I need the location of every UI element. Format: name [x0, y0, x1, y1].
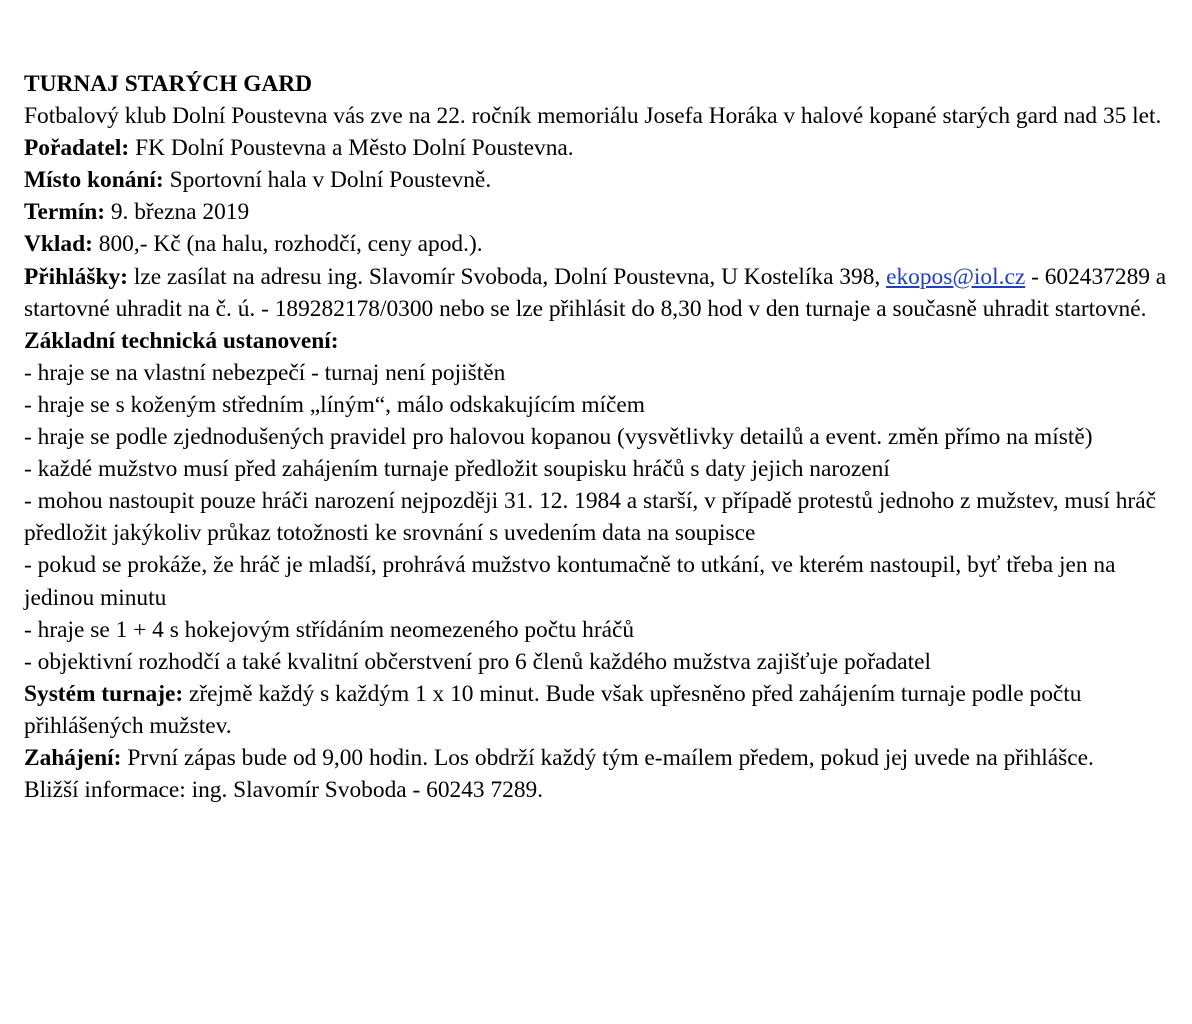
rule-item: - hraje se podle zjednodušených pravidel pro halovou kopanou (vysvětlivky detailů a event. změn přímo na místě) — [24, 424, 1093, 451]
rule-item: - hraje se s koženým středním „líným“, málo odskakujícím míčem — [24, 391, 645, 418]
organizer-line — [24, 132, 1184, 164]
date-line — [24, 196, 1184, 228]
opening-paragraph — [24, 742, 1184, 774]
fee-line — [24, 228, 1184, 260]
rule-item: - mohou nastoupit pouze hráči narození nejpozději 31. 12. 1984 a starší, v případě protestů jednoho z mužstev, musí hráč předložit jakýkoliv průkaz totožnosti ke srovnání s uvedením data na soupisce — [24, 488, 1156, 547]
system-paragraph — [24, 678, 1184, 742]
rule-item: - hraje se na vlastní nebezpečí - turnaj není pojištěn — [24, 359, 506, 386]
registration-label: Přihlášky: — [24, 263, 128, 290]
fee-value: 800,- Kč (na halu, rozhodčí, ceny apod.). — [92, 231, 483, 258]
document — [24, 68, 1184, 806]
email-link[interactable]: ekopos@iol.cz — [886, 263, 1026, 290]
opening-value: První zápas bude od 9,00 hodin. Los obdrží každý tým e-maílem předem, pokud jej uvede na přihlášce. — [121, 744, 1094, 771]
rules-list — [24, 357, 1184, 678]
organizer-value: FK Dolní Poustevna a Město Dolní Poustevna. — [129, 135, 574, 162]
organizer-label: Pořadatel: — [24, 135, 130, 162]
document-title: TURNAJ STARÝCH GARD — [24, 71, 313, 97]
contact-line: Bližší informace: ing. Slavomír Svoboda - 60243 7289. — [24, 777, 544, 804]
intro-paragraph: Fotbalový klub Dolní Poustevna vás zve na 22. ročník memoriálu Josefa Horáka v halové kopané starých gard nad 35 let. — [24, 103, 1162, 130]
date-value: 9. března 2019 — [105, 199, 250, 226]
system-label: Systém turnaje: — [24, 680, 184, 707]
rule-item: - hraje se 1 + 4 s hokejovým střídáním neomezeného počtu hráčů — [24, 616, 635, 643]
opening-label: Zahájení: — [24, 744, 122, 771]
registration-text-continued: - 602437289 a startovné uhradit na č. ú. - 189282178/0300 nebo se lze přihlásit do 8,30 hod v den turnaje a současně uhradit startovné. — [24, 263, 1167, 322]
rules-heading: Základní technická ustanovení: — [24, 327, 339, 354]
registration-text: lze zasílat na adresu ing. Slavomír Svoboda, Dolní Poustevna, U Kostelíka 398, — [127, 263, 887, 290]
venue-line — [24, 164, 1184, 196]
rule-item: - pokud se prokáže, že hráč je mladší, prohrává mužstvo kontumačně to utkání, ve kterém nastoupil, byť třeba jen na jedinou minutu — [24, 552, 1116, 611]
venue-label: Místo konání: — [24, 167, 164, 194]
system-value: zřejmě každý s každým 1 x 10 minut. Bude však upřesněno před zahájením turnaje podle počtu přihlášených mužstev. — [24, 680, 1082, 739]
rule-item: - každé mužstvo musí před zahájením turnaje předložit soupisku hráčů s daty jejich narození — [24, 456, 890, 483]
venue-value: Sportovní hala v Dolní Poustevně. — [163, 167, 492, 194]
rule-item: - objektivní rozhodčí a také kvalitní občerstvení pro 6 členů každého mužstva zajišťuje pořadatel — [24, 648, 931, 675]
date-label: Termín: — [24, 199, 105, 226]
fee-label: Vklad: — [24, 231, 93, 258]
registration-paragraph — [24, 261, 1184, 325]
